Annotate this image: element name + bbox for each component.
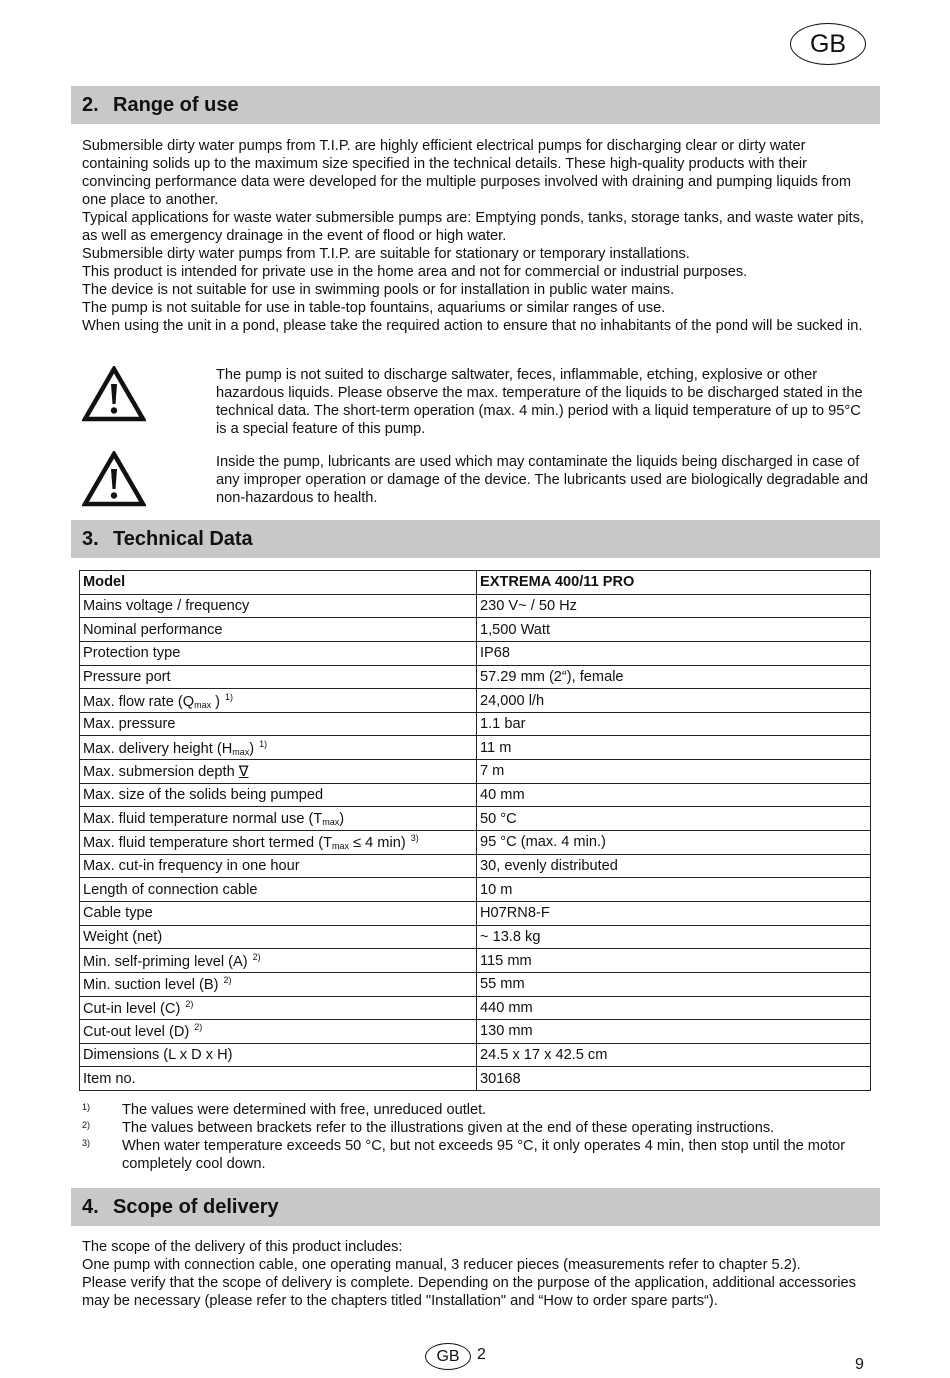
- parameter-label: Cut-out level (D): [83, 1024, 190, 1041]
- table-row: [80, 594, 871, 618]
- table-row: [80, 925, 871, 949]
- paragraph: Typical applications for waste water submersible pumps are: Emptying ponds, tanks, storage tanks, and waste water pits, as well as emergency drainage in the event of flood or high water.: [82, 210, 864, 244]
- parameter-label: Min. suction level (B): [83, 977, 219, 994]
- value-cell: H07RN8-F: [477, 901, 871, 925]
- value-cell: 50 °C: [477, 807, 871, 831]
- parameter-label: Min. self-priming level (A): [83, 953, 248, 970]
- parameter-cell: [80, 760, 477, 784]
- parameter-label: Item no.: [83, 1070, 136, 1087]
- footnote-text: When water temperature exceeds 50 °C, but not exceeds 95 °C, it only operates 4 min, then stop until the motor completely cool down.: [122, 1138, 846, 1172]
- parameter-label: Dimensions (L x D x H): [83, 1047, 233, 1064]
- footnote-reference: 1): [259, 738, 268, 749]
- value-cell: 7 m: [477, 760, 871, 784]
- technical-data-table: [79, 570, 871, 1091]
- parameter-label: Protection type: [83, 645, 181, 662]
- parameter-cell: [80, 783, 477, 807]
- warning-text: Inside the pump, lubricants are used which may contaminate the liquids being discharged in case of any improper operation or damage of the device. The lubricants used are biologically degradable and non-hazardous to health.: [216, 454, 868, 506]
- paragraph: The pump is not suitable for use in table-top fountains, aquariums or similar ranges of use.: [82, 300, 666, 316]
- footnote-mark: 1): [82, 1102, 91, 1112]
- water-level-icon: ∇: [238, 763, 249, 780]
- warning-triangle-icon: [82, 366, 146, 422]
- table-row: [80, 712, 871, 736]
- parameter-label: Nominal performance: [83, 621, 223, 638]
- value-cell: 24.5 x 17 x 42.5 cm: [477, 1043, 871, 1067]
- footnote-reference: 2): [185, 998, 194, 1009]
- table-row: [80, 949, 871, 973]
- parameter-label-suffix: ≤ 4 min): [349, 835, 406, 852]
- paragraph: Submersible dirty water pumps from T.I.P. are highly efficient electrical pumps for discharging clear or dirty water containing solids up to the maximum size specified in the technical details. These high-quality products with their convincing performance data were developed for the multiple purposes involved with draining and pumping liquids from one place to another.: [82, 138, 852, 208]
- footer-section-page: 2: [477, 1346, 486, 1363]
- scope-of-delivery-text: [82, 1238, 872, 1310]
- subscript: max: [232, 746, 250, 757]
- parameter-cell: [80, 594, 477, 618]
- parameter-cell: [80, 689, 477, 713]
- table-row: [80, 736, 871, 760]
- section-number: 3.: [82, 527, 99, 550]
- paragraph: This product is intended for private use in the home area and not for commercial or industrial purposes.: [82, 264, 748, 280]
- paragraph: One pump with connection cable, one operating manual, 3 reducer pieces (measurements refer to chapter 5.2).: [82, 1257, 801, 1273]
- table-row: [80, 1020, 871, 1044]
- header-cell-model: Model: [80, 571, 477, 595]
- value-cell: 230 V~ / 50 Hz: [477, 594, 871, 618]
- table-row: [80, 1043, 871, 1067]
- parameter-label: Length of connection cable: [83, 881, 258, 898]
- parameter-cell: [80, 618, 477, 642]
- language-badge: GB: [790, 23, 866, 65]
- range-of-use-text: [82, 137, 872, 335]
- table-row: [80, 831, 871, 855]
- parameter-label: Max. delivery height (H: [83, 740, 233, 757]
- parameter-label: Max. size of the solids being pumped: [83, 787, 324, 804]
- value-cell: 11 m: [477, 736, 871, 760]
- parameter-cell: [80, 831, 477, 855]
- table-row: [80, 901, 871, 925]
- technical-data-footnotes: [82, 1101, 872, 1173]
- parameter-cell: [80, 949, 477, 973]
- value-cell: 130 mm: [477, 1020, 871, 1044]
- parameter-label: Max. submersion depth: [83, 763, 235, 780]
- value-cell: 10 m: [477, 878, 871, 902]
- footnote-reference: 2): [194, 1022, 203, 1033]
- value-cell: 24,000 l/h: [477, 689, 871, 713]
- value-cell: 40 mm: [477, 783, 871, 807]
- table-row: [80, 689, 871, 713]
- parameter-cell: [80, 925, 477, 949]
- footnote: [82, 1137, 872, 1173]
- parameter-label-suffix: ): [211, 693, 221, 710]
- footnote: [82, 1119, 872, 1137]
- parameter-label: Max. fluid temperature short termed (T: [83, 835, 332, 852]
- parameter-cell: [80, 1067, 477, 1091]
- value-cell: ~ 13.8 kg: [477, 925, 871, 949]
- warning-text: The pump is not suited to discharge saltwater, feces, inflammable, etching, explosive or other hazardous liquids. Please observe the max. temperature of the liquids to be discharged stated in the technical data. The short-term operation (max. 4 min.) period with a liquid temperature of up to 95°C is a special feature of this pump.: [216, 367, 863, 437]
- subscript: max: [322, 816, 340, 827]
- table-row: [80, 854, 871, 878]
- parameter-label: Max. cut-in frequency in one hour: [83, 858, 300, 874]
- parameter-cell: [80, 996, 477, 1020]
- value-cell: 30, evenly distributed: [477, 854, 871, 878]
- section-title: Range of use: [113, 93, 239, 116]
- parameter-cell: [80, 972, 477, 996]
- parameter-cell: [80, 641, 477, 665]
- page-number: 9: [855, 1356, 864, 1373]
- footnote-mark: 3): [82, 1138, 91, 1148]
- value-cell: 1.1 bar: [477, 712, 871, 736]
- parameter-label-suffix: ): [339, 810, 345, 827]
- table-row: [80, 972, 871, 996]
- section-title: Technical Data: [113, 527, 253, 550]
- subscript: max: [194, 699, 212, 710]
- parameter-cell: [80, 878, 477, 902]
- footnote-reference: 2): [223, 975, 232, 986]
- parameter-label-suffix: ): [249, 740, 255, 757]
- section-title: Scope of delivery: [113, 1195, 279, 1218]
- value-cell: 95 °C (max. 4 min.): [477, 831, 871, 855]
- section-header-range-of-use: [71, 86, 880, 124]
- footnote-reference: 1): [225, 691, 234, 702]
- value-cell: 115 mm: [477, 949, 871, 973]
- table-row: [80, 665, 871, 689]
- parameter-cell: [80, 901, 477, 925]
- section-header-technical-data: [71, 520, 880, 558]
- value-cell: IP68: [477, 641, 871, 665]
- table-row: [80, 807, 871, 831]
- parameter-cell: [80, 1020, 477, 1044]
- parameter-label: Max. flow rate (Q: [83, 693, 195, 710]
- footnote-text: The values between brackets refer to the illustrations given at the end of these operating instructions.: [122, 1120, 775, 1136]
- footnote-mark: 2): [82, 1120, 91, 1130]
- section-number: 4.: [82, 1195, 99, 1218]
- table-row: [80, 618, 871, 642]
- table-row: [80, 641, 871, 665]
- paragraph: Please verify that the scope of delivery is complete. Depending on the purpose of the application, additional accessories may be necessary (please refer to the chapters titled "Installation" and “How to order spare parts“).: [82, 1275, 856, 1309]
- table-row: [80, 996, 871, 1020]
- value-cell: 57.29 mm (2“), female: [477, 665, 871, 689]
- section-header-scope-of-delivery: [71, 1188, 880, 1226]
- footnote: [82, 1101, 872, 1119]
- paragraph: When using the unit in a pond, please take the required action to ensure that no inhabitants of the pond will be sucked in.: [82, 318, 863, 334]
- parameter-cell: [80, 665, 477, 689]
- footer-language-badge: GB: [425, 1343, 471, 1370]
- parameter-label: Cable type: [83, 905, 153, 922]
- parameter-label: Weight (net): [83, 928, 163, 945]
- parameter-cell: [80, 736, 477, 760]
- footnote-reference: 2): [252, 951, 261, 962]
- subscript: max: [332, 841, 350, 852]
- paragraph: The device is not suitable for use in swimming pools or for installation in public water mains.: [82, 282, 675, 298]
- footnote-reference: 3): [410, 833, 419, 844]
- paragraph: The scope of the delivery of this product includes:: [82, 1239, 403, 1255]
- paragraph: Submersible dirty water pumps from T.I.P. are suitable for stationary or temporary installations.: [82, 246, 690, 262]
- parameter-cell: [80, 807, 477, 831]
- warning-triangle-icon: [82, 451, 146, 507]
- footnote-text: The values were determined with free, unreduced outlet.: [122, 1102, 487, 1118]
- value-cell: 1,500 Watt: [477, 618, 871, 642]
- parameter-label: Max. pressure: [83, 716, 176, 733]
- table-row: [80, 878, 871, 902]
- table-row: [80, 760, 871, 784]
- parameter-label: Mains voltage / frequency: [83, 597, 250, 614]
- value-cell: 440 mm: [477, 996, 871, 1020]
- table-row: [80, 1067, 871, 1091]
- section-number: 2.: [82, 93, 99, 116]
- value-cell: 30168: [477, 1067, 871, 1091]
- parameter-label: Max. fluid temperature normal use (T: [83, 810, 323, 827]
- table-row: [80, 783, 871, 807]
- parameter-label: Cut-in level (C): [83, 1000, 181, 1017]
- value-cell: 55 mm: [477, 972, 871, 996]
- header-cell-model-name: EXTREMA 400/11 PRO: [477, 571, 871, 595]
- table-header-row: [80, 571, 871, 595]
- parameter-label: Pressure port: [83, 668, 171, 685]
- parameter-cell: [80, 712, 477, 736]
- parameter-cell: [80, 854, 477, 878]
- parameter-cell: [80, 1043, 477, 1067]
